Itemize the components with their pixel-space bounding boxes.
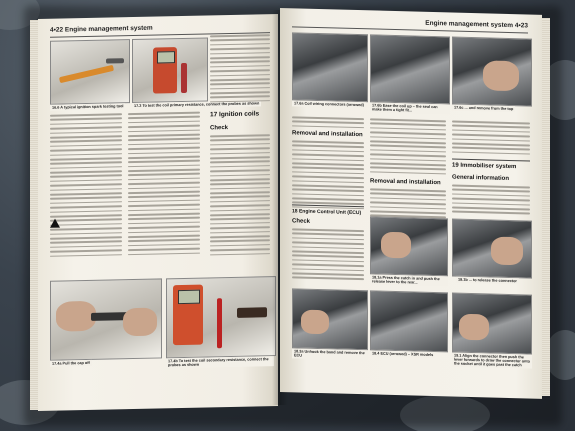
left-page-header: 4•22 Engine management system: [50, 24, 153, 34]
multimeter-photo: [132, 37, 208, 103]
caption-17-3: 17.3 To test the coil primary resistance, connect the probes as shown: [134, 101, 260, 109]
warning-icon: [50, 219, 60, 228]
caption-18-3a: 18.3a Unhook the band and remove the ECU: [292, 348, 368, 360]
secondary-resistance-photo: [166, 276, 276, 358]
right-text-col-3-b: [452, 185, 530, 218]
caption-17-6a: 17.6a Coil wiring connectors (arrowed): [294, 101, 364, 108]
ecu-band-photo: [292, 288, 368, 350]
caption-17-4b: 17.4b To test the coil secondary resistance, connect the probes as shown: [166, 356, 274, 368]
coil-cap-photo: [50, 278, 162, 360]
section-rule: [452, 159, 530, 162]
check-heading: Check: [210, 125, 229, 132]
left-text-column: [50, 113, 122, 259]
ecu-xsr-photo: [370, 290, 448, 352]
caption-18-1a: 18.1a Press the catch in and push the release lever to the rear...: [370, 274, 448, 286]
right-text-col-1-bottom: [292, 228, 364, 283]
heading-check: Check: [292, 218, 311, 225]
heading-immobiliser: 19 Immobiliser system: [452, 162, 517, 171]
caption-17-6b: 17.6b Ease the coil up – the seal can make them a tight fit...: [370, 102, 450, 114]
ecu-connector-photo: [370, 216, 448, 276]
connector-release-photo: [452, 219, 532, 279]
heading-removal-installation-2: Removal and installation: [370, 178, 441, 187]
coil-connectors-photo: [292, 32, 368, 102]
coil-removal-photo: [370, 34, 450, 104]
right-text-col-1: [292, 140, 364, 212]
right-text-col-2: [370, 118, 446, 177]
heading-removal-installation: Removal and installation: [292, 130, 363, 139]
coil-top-photo: [452, 37, 532, 107]
spark-tester-photo: [50, 39, 130, 105]
caption-17-6c: 17.6c ... and remove from the top: [454, 105, 514, 112]
right-page: [280, 8, 542, 399]
caption-16-6: 16.6 A typical ignition spark testing tool: [52, 104, 124, 110]
right-text-column-top: [210, 34, 270, 106]
left-page: [38, 14, 278, 411]
heading-ecu: 18 Engine Control Unit (ECU): [292, 208, 362, 217]
right-text-column: [210, 134, 270, 258]
caption-18-4: 18.4 ECU (arrowed) – XSR models: [372, 351, 434, 358]
caption-17-4a: 17.4a Pull the cap off: [52, 360, 90, 366]
caption-19-1: 19.1 Align the connector then push the lever forwards to draw the connector onto the socket until it goes past the catch: [452, 353, 532, 369]
right-page-header: Engine management system 4•23: [425, 19, 528, 30]
middle-text-column: [128, 112, 200, 258]
right-text-col-1-top: [292, 116, 364, 131]
right-text-col-3: [452, 121, 530, 158]
connector-align-photo: [452, 293, 532, 355]
section-heading-ignition-coils: 17 Ignition coils: [210, 110, 260, 119]
heading-general-information: General information: [452, 174, 510, 182]
caption-18-1b: 18.1b ... to release the connector: [458, 277, 517, 284]
